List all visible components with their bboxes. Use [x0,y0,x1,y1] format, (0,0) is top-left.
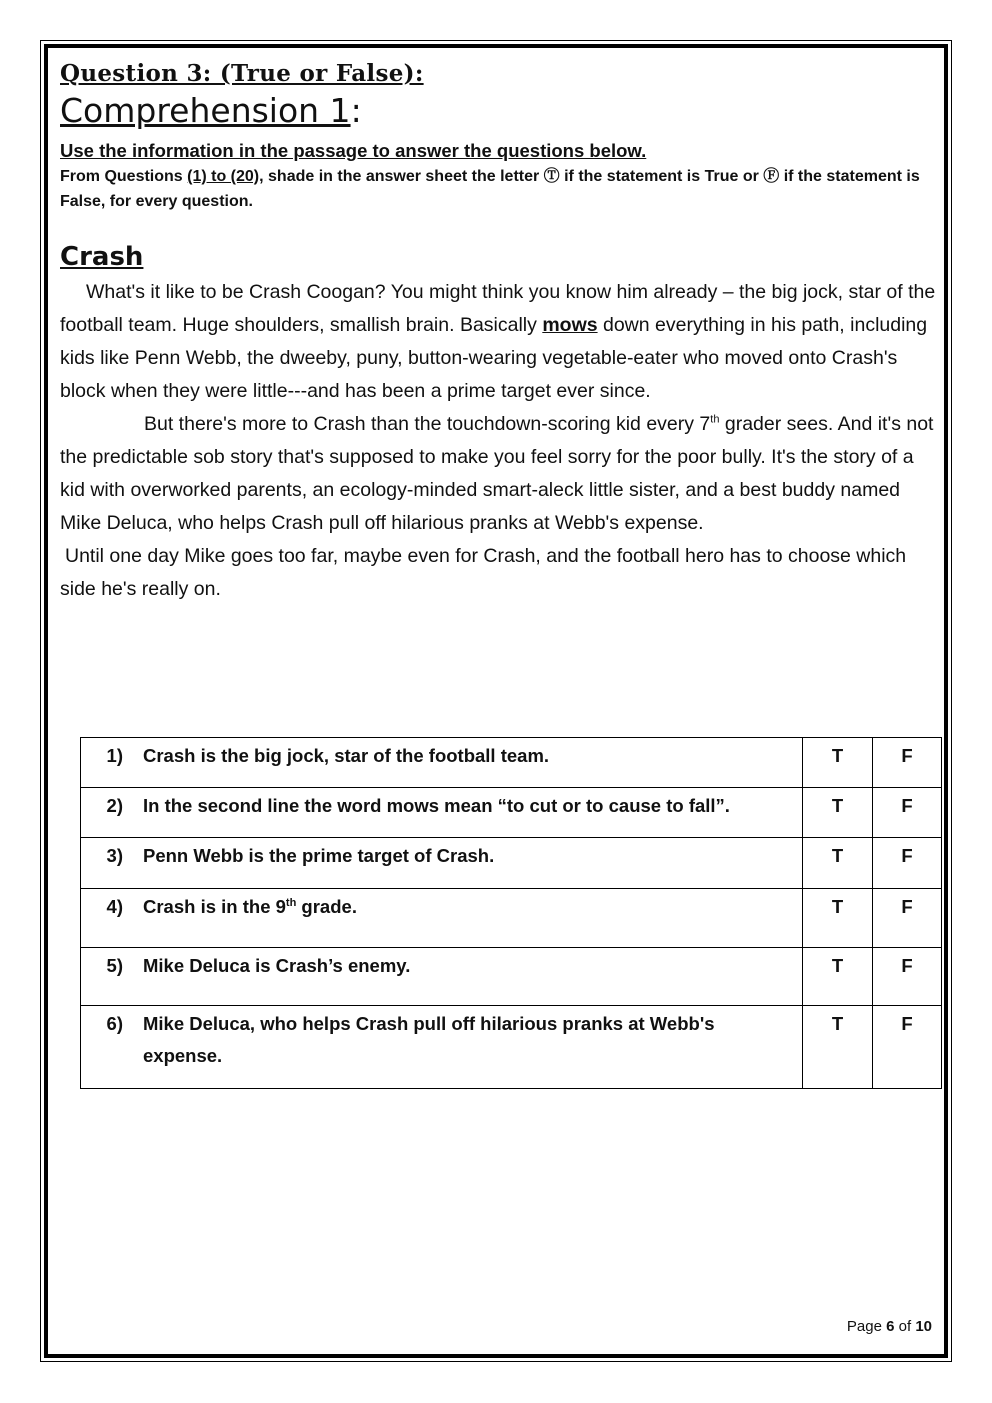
table-row [81,838,942,889]
true-option[interactable]: T [803,1006,873,1089]
question-text [143,891,794,923]
question-text: Crash is the big jock, star of the football team. [143,745,550,766]
page-number [847,1318,932,1335]
page-label: Page [846,1318,887,1335]
p1-text-after: down everything in his path, including kids like Penn Webb, the dweeby, puny, button-wearing vegetable-eater who moved onto Crash's block when they were little---and has been a prime target ever since. [60,314,928,402]
page-current: 6 [886,1318,895,1335]
instruction-range: (1) to (20), [187,168,264,185]
question-number: 3) [106,845,123,866]
question-superscript: th [285,896,297,909]
page-total: 10 [915,1318,932,1335]
false-option[interactable]: F [873,889,942,948]
table-row [81,1006,942,1089]
comprehension-label: Comprehension 1 [60,91,351,130]
false-option[interactable]: F [873,838,942,889]
passage-body [60,276,938,606]
instruction-suffix: shade in the answer sheet the letter Ⓣ if the statement is True or Ⓕ if the statement is False, for every question. [60,168,920,210]
p2-text-before: But there's more to Crash than the touchdown-scoring kid every 7 [144,413,711,435]
p1-text-before: What's it like to be Crash Coogan? You might think you know him already – the big jock, star of the football team. Huge shoulders, smallish brain. Basically [60,281,936,336]
p1-keyword: mows [542,314,598,336]
true-option[interactable]: T [803,948,873,1006]
question-title: Question 3: (True or False): [60,60,424,87]
question-number: 2) [106,795,123,816]
true-option[interactable]: T [803,738,873,788]
table-row [81,738,942,788]
question-number: 6) [106,1013,123,1034]
false-option[interactable]: F [873,738,942,788]
passage-title: Crash [60,242,144,272]
instruction-prefix: From Questions [60,168,188,185]
p2-superscript: th [710,413,720,426]
true-false-table [80,737,942,1089]
question-text: Mike Deluca is Crash’s enemy. [143,955,411,976]
instruction-main: Use the information in the passage to answer the questions below. [60,140,647,161]
question-number: 4) [106,896,123,917]
true-option[interactable]: T [803,838,873,889]
false-option[interactable]: F [873,788,942,838]
page-of: of [894,1318,916,1335]
true-option[interactable]: T [803,788,873,838]
question-number: 1) [106,745,123,766]
question-text: Mike Deluca, who helps Crash pull off hilarious pranks at Webb's expense. [143,1013,715,1066]
false-option[interactable]: F [873,1006,942,1089]
comprehension-colon: : [350,91,362,130]
question-text: Penn Webb is the prime target of Crash. [143,845,495,866]
instruction-detail [60,164,938,214]
passage-paragraph-2 [60,408,938,540]
worksheet-content [60,56,938,606]
table-row [81,788,942,838]
question-text: In the second line the word mows mean “to cut or to cause to fall”. [143,795,730,816]
p2-text-after: grader sees. And it's not the predictable sob story that's supposed to make you feel sorry for the poor bully. It's the story of a kid with overworked parents, an ecology-minded smart-aleck little sister, and a best buddy named Mike Deluca, who helps Crash pull off hilarious pranks at Webb's expense. [60,413,934,534]
false-option[interactable]: F [873,948,942,1006]
question-text-after: grade. [296,896,357,917]
passage-paragraph-1 [60,276,938,408]
table-row [81,948,942,1006]
comprehension-title [60,91,938,130]
true-option[interactable]: T [803,889,873,948]
question-number: 5) [106,955,123,976]
table-row [81,889,942,948]
passage-paragraph-3: Until one day Mike goes too far, maybe even for Crash, and the football hero has to choose which side he's really on. [60,545,907,600]
question-text-before: Crash is in the 9 [143,896,286,917]
